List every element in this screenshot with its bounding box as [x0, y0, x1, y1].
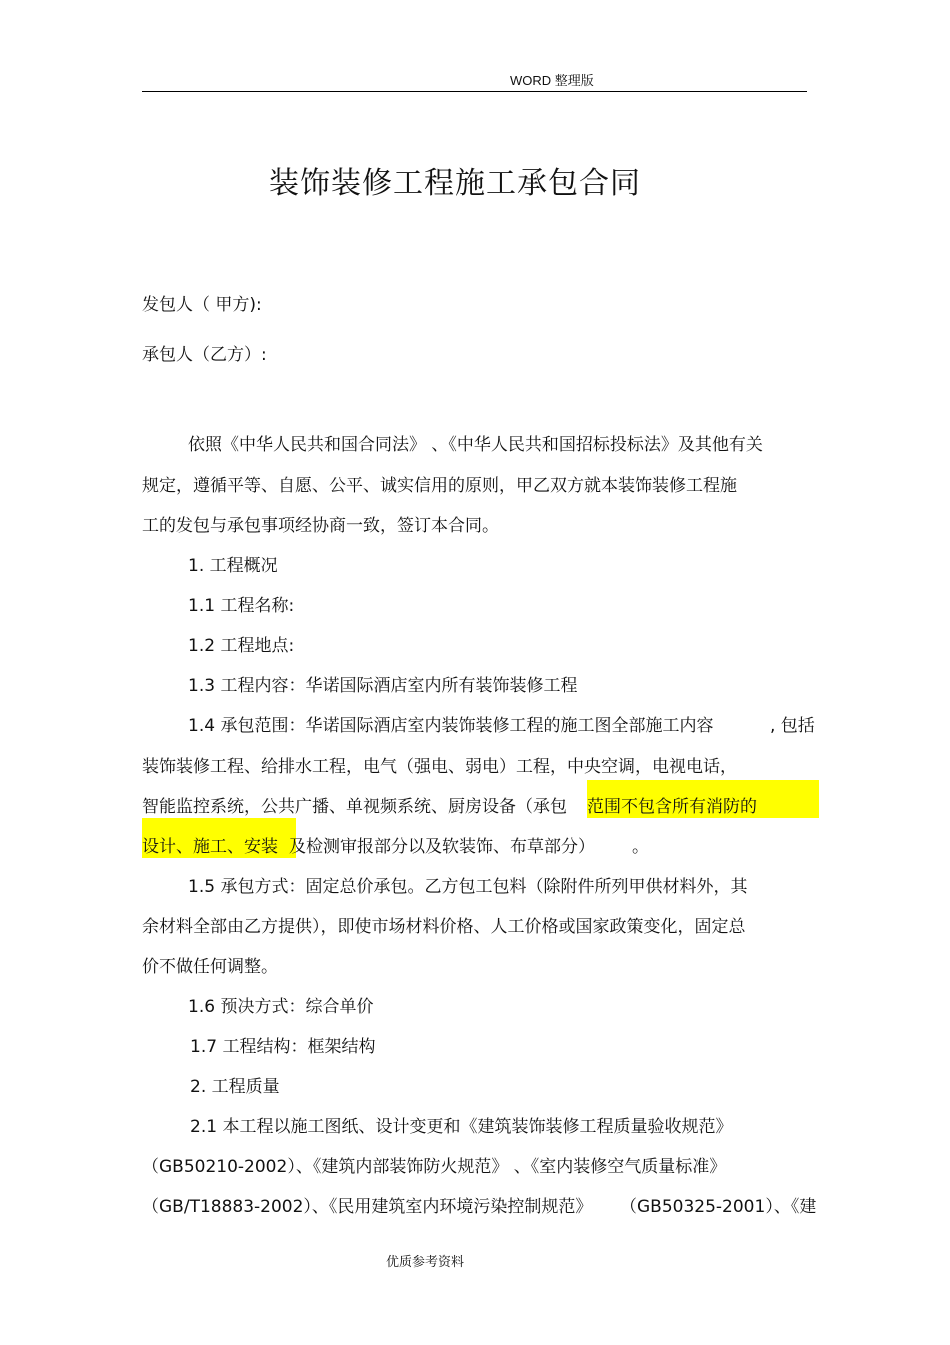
scope-line-1-tail: , 包括: [770, 716, 815, 736]
settlement-method: 1.6 预决方式：综合单价: [188, 997, 374, 1017]
quality-line-3: （GB/T18883-2002）、《民用建筑室内环境污染控制规范》: [142, 1197, 593, 1217]
project-content: 1.3 工程内容：华诺国际酒店室内所有装饰装修工程: [188, 676, 578, 696]
contract-method-line-2: 余材料全部由乙方提供），即使市场材料价格、人工价格或国家政策变化，固定总: [142, 917, 746, 937]
section-1-heading: 1. 工程概况: [188, 556, 278, 576]
document-title: 装饰装修工程施工承包合同: [269, 166, 641, 201]
scope-line-4: 及检测审报部分以及软装饰、布草部分）: [289, 837, 595, 857]
page-header: WORD 整理版: [510, 73, 594, 88]
scope-line-1: 1.4 承包范围：华诺国际酒店室内装饰装修工程的施工图全部施工内容: [188, 716, 714, 736]
party-a-label: 发包人（ 甲方):: [142, 295, 262, 315]
intro-line-2: 规定，遵循平等、自愿、公平、诚实信用的原则，甲乙双方就本装饰装修工程施: [142, 476, 737, 496]
project-name: 1.1 工程名称:: [188, 596, 295, 616]
project-location: 1.2 工程地点:: [188, 636, 295, 656]
scope-line-3-highlight: 范围不包含所有消防的: [587, 797, 757, 817]
scope-line-4-highlight: 设计、施工、安装: [142, 837, 278, 857]
intro-line-1: 依照《中华人民共和国合同法》 、《中华人民共和国招标投标法》及其他有关: [188, 435, 763, 455]
intro-line-3: 工的发包与承包事项经协商一致，签订本合同。: [142, 516, 499, 536]
party-b-label: 承包人（乙方）:: [142, 345, 267, 365]
project-structure: 1.7 工程结构：框架结构: [190, 1037, 376, 1057]
scope-line-3: 智能监控系统，公共广播、单视频系统、厨房设备（承包: [142, 797, 567, 817]
page-footer: 优质参考资料: [386, 1255, 465, 1270]
quality-line-2: （GB50210-2002）、《建筑内部装饰防火规范》 、《室内装修空气质量标准》: [142, 1157, 727, 1177]
scope-line-2: 装饰装修工程、给排水工程，电气（强电、弱电）工程，中央空调，电视电话，: [142, 757, 737, 777]
section-2-heading: 2. 工程质量: [190, 1077, 280, 1097]
contract-method-line-1: 1.5 承包方式：固定总价承包。乙方包工包料（除附件所列甲供材料外，其: [188, 877, 748, 897]
scope-line-4-end: 。: [632, 837, 649, 857]
header-rule: [142, 91, 807, 92]
quality-line-1: 2.1 本工程以施工图纸、设计变更和《建筑装饰装修工程质量验收规范》: [190, 1117, 733, 1137]
quality-line-3-tail: （GB50325-2001）、《建: [620, 1197, 817, 1217]
contract-method-line-3: 价不做任何调整。: [142, 957, 278, 977]
